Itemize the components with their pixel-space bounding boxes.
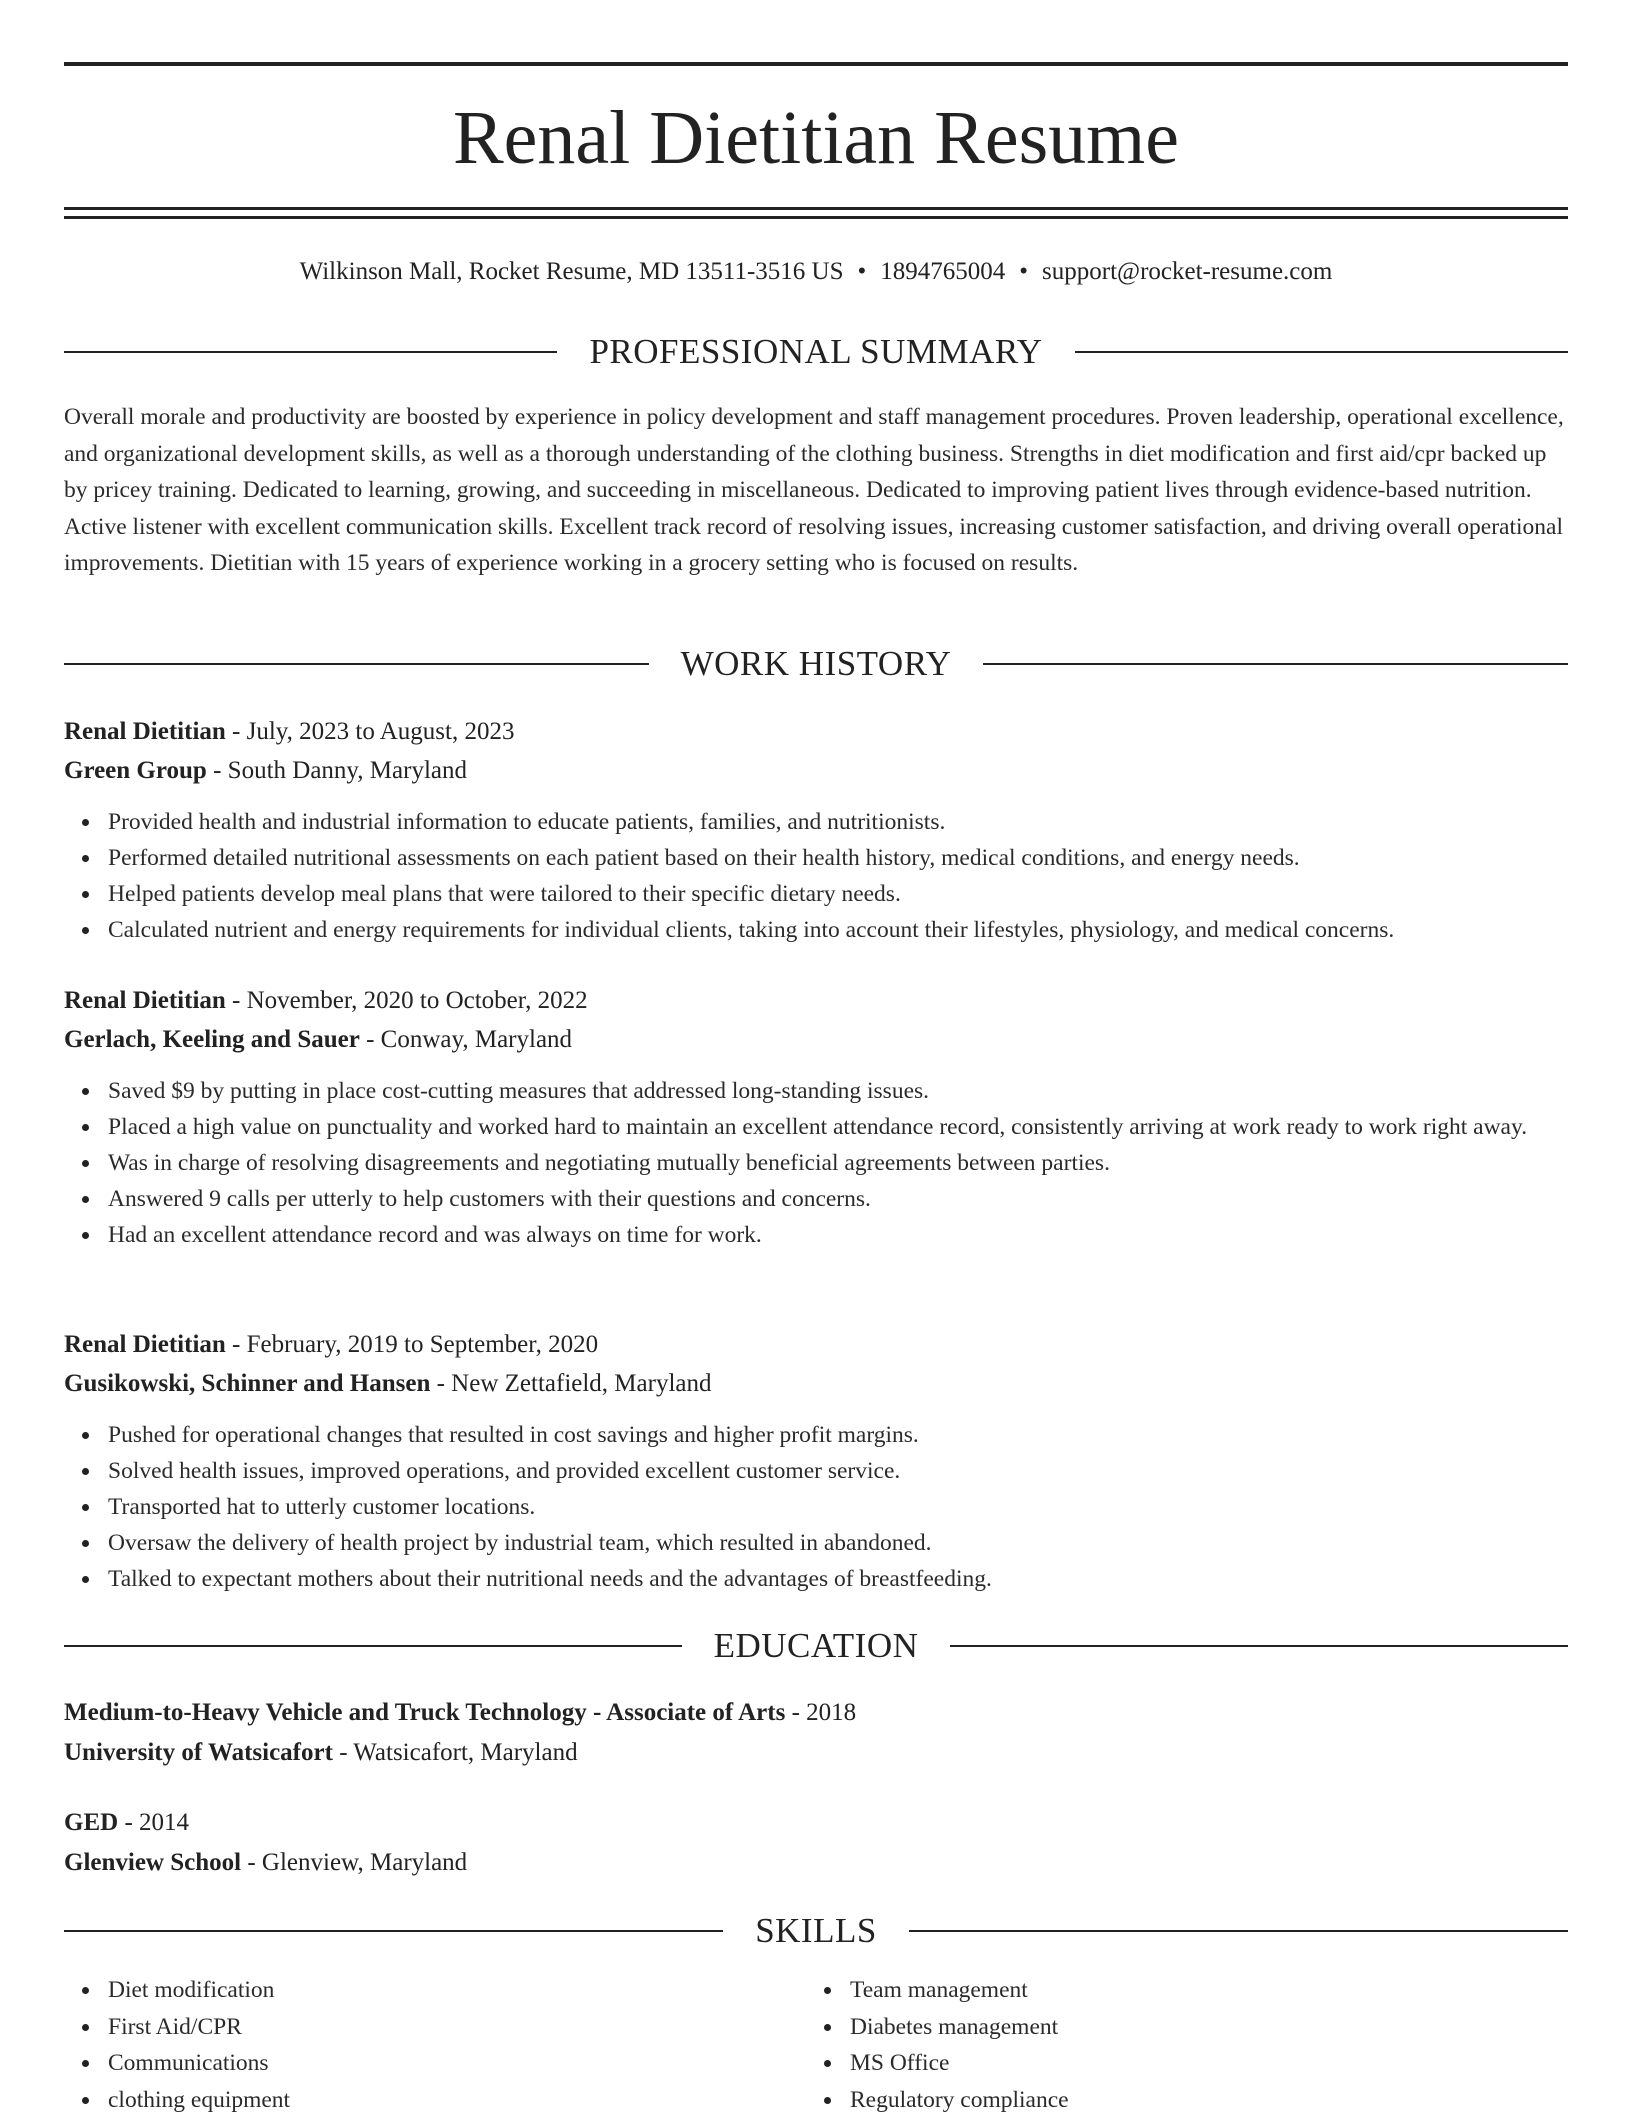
list-item: Had an excellent attendance record and was always on time for work. — [108, 1217, 1568, 1253]
contact-email: support@rocket-resume.com — [1042, 258, 1332, 285]
job-dates: - November, 2020 to October, 2022 — [226, 987, 588, 1014]
education-year: - 2018 — [785, 1699, 856, 1726]
job-title: Renal Dietitian — [64, 1331, 226, 1358]
list-item: Placed a high value on punctuality and worked hard to maintain an excellent attendance record, consistently arriving at work ready to work right away. — [108, 1109, 1568, 1145]
job-company: Green Group — [64, 757, 207, 784]
section-rule-right — [950, 1645, 1568, 1647]
list-item: Helped patients develop meal plans that were tailored to their specific dietary needs. — [108, 876, 1568, 912]
education-year: - 2014 — [118, 1809, 189, 1836]
education-degree: GED — [64, 1809, 118, 1836]
section-rule-left — [64, 1930, 723, 1932]
job-bullets — [64, 1073, 1568, 1253]
summary-text: Overall morale and productivity are boosted by experience in policy development and staff management procedures. Proven leadership, operational excellence, and organizational development skills, as well as a thorough understanding of the clothing business. Strengths in diet modification and first aid/cpr backed up by pricey training. Dedicated to learning, growing, and succeeding in miscellaneous. Dedicated to improving patient lives through evidence-based nutrition. Active listener with excellent communication skills. Excellent track record of resolving issues, increasing customer satisfaction, and driving overall operational improvements. Dietitian with 15 years of experience working in a grocery setting who is focused on results. — [64, 399, 1568, 582]
section-rule-right — [983, 663, 1568, 665]
section-title: WORK HISTORY — [649, 642, 984, 686]
list-item: Provided health and industrial information to educate patients, families, and nutritionists. — [108, 804, 1568, 840]
job-location: - South Danny, Maryland — [207, 757, 467, 784]
section-title: PROFESSIONAL SUMMARY — [557, 330, 1074, 374]
section-rule-right — [1075, 351, 1568, 353]
section-title: SKILLS — [723, 1909, 909, 1953]
list-item: Saved $9 by putting in place cost-cutting measures that addressed long-standing issues. — [108, 1073, 1568, 1109]
job-bullets — [64, 1417, 1568, 1597]
job-location: - New Zettafield, Maryland — [430, 1370, 711, 1397]
section-header-summary — [64, 330, 1568, 374]
list-item: MS Office — [850, 2045, 1548, 2082]
contact-separator: • — [1019, 254, 1028, 290]
list-item: Performed detailed nutritional assessments on each patient based on their health history, medical conditions, and energy needs. — [108, 840, 1568, 876]
list-item: Regulatory compliance — [850, 2082, 1548, 2118]
job-entry — [64, 712, 1568, 948]
contact-separator: • — [858, 254, 867, 290]
list-item: Was in charge of resolving disagreements and negotiating mutually beneficial agreements between parties. — [108, 1145, 1568, 1181]
job-location: - Conway, Maryland — [360, 1026, 572, 1053]
contact-phone: 1894765004 — [880, 258, 1005, 285]
section-rule-left — [64, 663, 649, 665]
education-school: University of Watsicafort — [64, 1739, 333, 1766]
job-bullets — [64, 804, 1568, 948]
list-item: Talked to expectant mothers about their nutritional needs and the advantages of breastfeeding. — [108, 1561, 1568, 1597]
list-item: Team management — [850, 1972, 1548, 2009]
section-title: EDUCATION — [682, 1624, 951, 1668]
section-header-work-history — [64, 642, 1568, 686]
job-dates: - July, 2023 to August, 2023 — [226, 718, 515, 745]
list-item: Solved health issues, improved operations, and provided excellent customer service. — [108, 1453, 1568, 1489]
job-company: Gerlach, Keeling and Sauer — [64, 1026, 360, 1053]
contact-address: Wilkinson Mall, Rocket Resume, MD 13511-3516 US — [300, 258, 844, 285]
section-header-education — [64, 1624, 1568, 1668]
education-entry — [64, 1693, 1568, 1773]
skills-list — [64, 1972, 1568, 2118]
list-item: clothing equipment — [108, 2082, 806, 2118]
education-location: - Glenview, Maryland — [241, 1849, 467, 1876]
list-item: Diet modification — [108, 1972, 806, 2009]
section-header-skills — [64, 1909, 1568, 1953]
job-entry — [64, 981, 1568, 1253]
job-title: Renal Dietitian — [64, 987, 226, 1014]
list-item: Transported hat to utterly customer locations. — [108, 1489, 1568, 1525]
skills-column-right — [806, 1972, 1548, 2118]
list-item: Pushed for operational changes that resulted in cost savings and higher profit margins. — [108, 1417, 1568, 1453]
list-item: Answered 9 calls per utterly to help customers with their questions and concerns. — [108, 1181, 1568, 1217]
education-degree: Medium-to-Heavy Vehicle and Truck Technology - Associate of Arts — [64, 1699, 785, 1726]
education-school: Glenview School — [64, 1849, 241, 1876]
section-rule-left — [64, 351, 557, 353]
education-entry — [64, 1803, 1568, 1883]
section-rule-right — [909, 1930, 1568, 1932]
list-item: Oversaw the delivery of health project by industrial team, which resulted in abandoned. — [108, 1525, 1568, 1561]
header-top-rule — [64, 62, 1568, 66]
header-double-rule — [64, 207, 1568, 219]
contact-line — [64, 254, 1568, 290]
list-item: Communications — [108, 2045, 806, 2082]
job-dates: - February, 2019 to September, 2020 — [226, 1331, 598, 1358]
job-entry — [64, 1325, 1568, 1597]
section-rule-left — [64, 1645, 682, 1647]
list-item: Calculated nutrient and energy requirements for individual clients, taking into account their lifestyles, physiology, and medical concerns. — [108, 912, 1568, 948]
list-item: Diabetes management — [850, 2009, 1548, 2046]
resume-title: Renal Dietitian Resume — [64, 88, 1568, 188]
education-location: - Watsicafort, Maryland — [333, 1739, 578, 1766]
list-item: First Aid/CPR — [108, 2009, 806, 2046]
job-company: Gusikowski, Schinner and Hansen — [64, 1370, 430, 1397]
skills-column-left — [64, 1972, 806, 2118]
job-title: Renal Dietitian — [64, 718, 226, 745]
